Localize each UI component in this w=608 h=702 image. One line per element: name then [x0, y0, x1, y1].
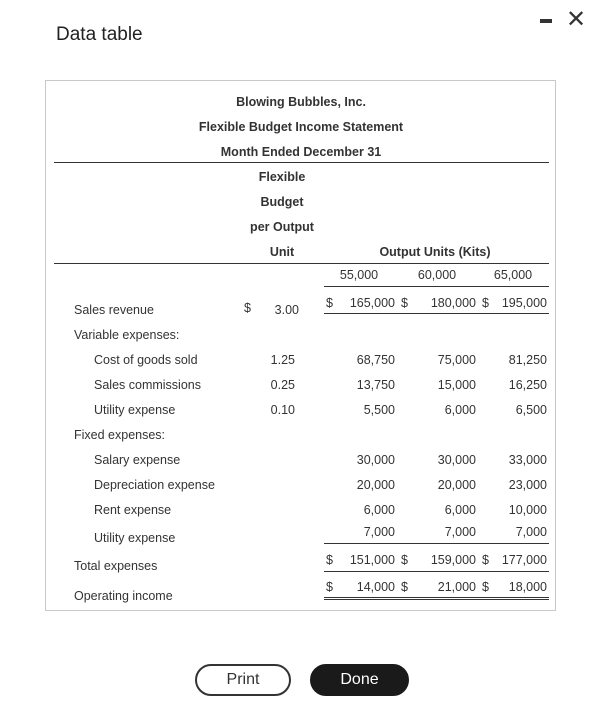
row-label-commissions: Sales commissions [94, 378, 201, 392]
cogs-per-unit: 1.25 [270, 353, 295, 367]
row-label-depreciation: Depreciation expense [94, 478, 215, 492]
col-header-line-2: Budget [260, 195, 304, 209]
units-col-2: 60,000 [417, 268, 457, 282]
operating-income-value-2: 21,000 [437, 580, 476, 594]
sales-per-unit-dollar: $ [244, 301, 251, 315]
minimize-icon[interactable] [540, 19, 552, 23]
utility-variable-value-1: 5,500 [363, 403, 395, 417]
row-label-total-expenses: Total expenses [74, 559, 158, 573]
sales-value-2: 180,000 [430, 296, 476, 310]
expenses-underline [324, 543, 549, 544]
units-col-1: 55,000 [339, 268, 379, 282]
dialog-title: Data table [56, 24, 143, 45]
utility-variable-per-unit: 0.10 [270, 403, 295, 417]
income-dollar-2: $ [401, 580, 408, 594]
statement-title: Flexible Budget Income Statement [198, 120, 404, 134]
row-label-cogs: Cost of goods sold [94, 353, 198, 367]
statement-period: Month Ended December 31 [220, 145, 382, 159]
cogs-value-2: 75,000 [437, 353, 476, 367]
total-underline [324, 571, 549, 572]
sales-value-3: 195,000 [501, 296, 547, 310]
income-dollar-3: $ [482, 580, 489, 594]
sales-underline [324, 313, 549, 314]
data-table-panel [45, 80, 556, 611]
commissions-value-1: 13,750 [356, 378, 395, 392]
salary-value-1: 30,000 [356, 453, 395, 467]
variable-expenses-header: Variable expenses: [74, 328, 180, 342]
col-header-line-3: per Output [250, 220, 314, 234]
col-header-line-1: Flexible [258, 170, 306, 184]
total-expenses-value-3: 177,000 [501, 553, 547, 567]
total-expenses-value-1: 151,000 [349, 553, 395, 567]
output-units-label: Output Units (Kits) [379, 245, 491, 259]
depreciation-value-1: 20,000 [356, 478, 395, 492]
done-button[interactable]: Done [310, 664, 409, 696]
operating-income-value-3: 18,000 [508, 580, 547, 594]
close-icon[interactable]: ✕ [566, 6, 587, 33]
depreciation-value-2: 20,000 [437, 478, 476, 492]
total-dollar-2: $ [401, 553, 408, 567]
salary-value-3: 33,000 [508, 453, 547, 467]
sales-dollar-3: $ [482, 296, 489, 310]
units-col-3: 65,000 [493, 268, 533, 282]
utility-variable-value-2: 6,000 [444, 403, 476, 417]
income-double-underline [324, 597, 549, 600]
col-header-line-4: Unit [269, 245, 295, 259]
salary-value-2: 30,000 [437, 453, 476, 467]
company-name: Blowing Bubbles, Inc. [236, 95, 366, 109]
total-dollar-1: $ [326, 553, 333, 567]
row-label-salary: Salary expense [94, 453, 181, 467]
units-underline [324, 286, 549, 287]
row-label-sales: Sales revenue [74, 303, 154, 317]
operating-income-value-1: 14,000 [356, 580, 395, 594]
commissions-value-2: 15,000 [437, 378, 476, 392]
utility-fixed-value-1: 7,000 [363, 525, 395, 539]
print-button[interactable]: Print [195, 664, 291, 696]
row-label-utility-variable: Utility expense [94, 403, 176, 417]
sales-dollar-2: $ [401, 296, 408, 310]
utility-fixed-value-3: 7,000 [515, 525, 547, 539]
cogs-value-1: 68,750 [356, 353, 395, 367]
total-expenses-value-2: 159,000 [430, 553, 476, 567]
units-rule [54, 263, 549, 264]
commissions-value-3: 16,250 [508, 378, 547, 392]
row-label-utility-fixed: Utility expense [94, 531, 176, 545]
utility-fixed-value-2: 7,000 [444, 525, 476, 539]
commissions-per-unit: 0.25 [270, 378, 295, 392]
rent-value-2: 6,000 [444, 503, 476, 517]
row-label-rent: Rent expense [94, 503, 172, 517]
depreciation-value-3: 23,000 [508, 478, 547, 492]
rent-value-3: 10,000 [508, 503, 547, 517]
header-rule [54, 162, 549, 163]
income-dollar-1: $ [326, 580, 333, 594]
sales-value-1: 165,000 [349, 296, 395, 310]
utility-variable-value-3: 6,500 [515, 403, 547, 417]
fixed-expenses-header: Fixed expenses: [74, 428, 166, 442]
sales-dollar-1: $ [326, 296, 333, 310]
sales-per-unit: 3.00 [274, 303, 299, 317]
rent-value-1: 6,000 [363, 503, 395, 517]
cogs-value-3: 81,250 [508, 353, 547, 367]
total-dollar-3: $ [482, 553, 489, 567]
row-label-operating-income: Operating income [74, 589, 173, 603]
